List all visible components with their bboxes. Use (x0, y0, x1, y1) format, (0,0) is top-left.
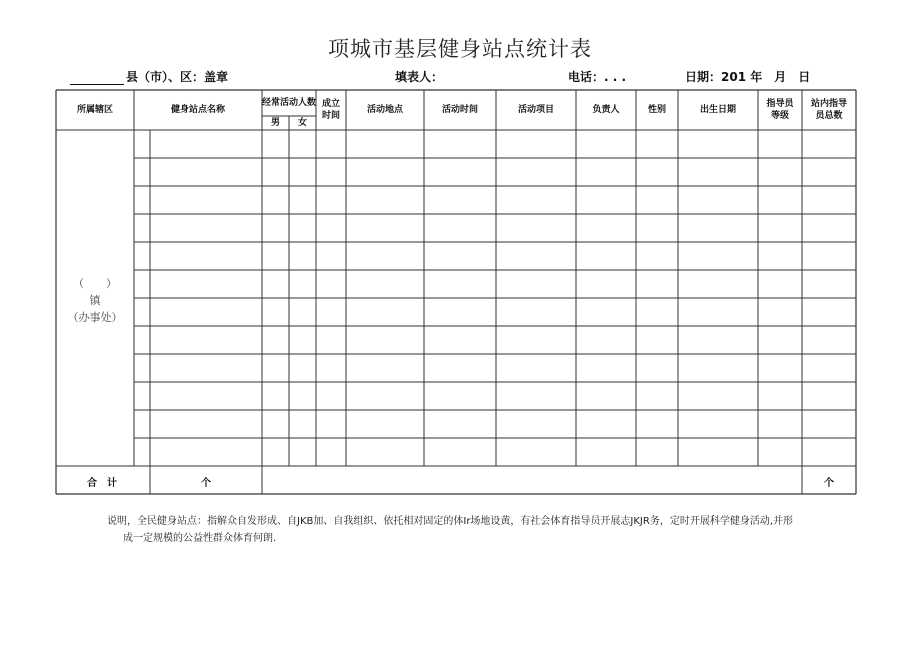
table-cell[interactable] (496, 354, 576, 382)
table-cell[interactable] (289, 326, 316, 354)
table-cell[interactable] (316, 186, 346, 214)
header-birth-date: 出生日期 (699, 105, 736, 115)
table-cell[interactable] (262, 438, 289, 466)
table-cell[interactable] (636, 270, 678, 298)
table-cell[interactable] (289, 438, 316, 466)
table-cell[interactable] (802, 354, 856, 382)
table-cell[interactable] (576, 298, 636, 326)
table-cell[interactable] (346, 298, 424, 326)
table-cell[interactable] (424, 270, 496, 298)
table-cell[interactable] (262, 158, 289, 186)
table-cell[interactable] (678, 130, 758, 158)
table-cell[interactable] (802, 410, 856, 438)
header-founded-time: 成立时间 (321, 99, 340, 121)
page-title: 项城市基层健身站点统计表 (328, 37, 592, 61)
table-cell[interactable] (262, 186, 289, 214)
table-cell[interactable] (758, 158, 802, 186)
table-cell[interactable] (678, 354, 758, 382)
table-cell[interactable] (576, 214, 636, 242)
table-cell[interactable] (636, 130, 678, 158)
table-cell[interactable] (316, 270, 346, 298)
table-cell[interactable] (424, 354, 496, 382)
table-cell[interactable] (758, 326, 802, 354)
total-site-count: 个 (201, 478, 211, 489)
table-cell[interactable] (576, 130, 636, 158)
table-cell[interactable] (150, 326, 262, 354)
table-cell[interactable] (346, 410, 424, 438)
table-cell[interactable] (316, 354, 346, 382)
table-cell[interactable] (424, 382, 496, 410)
header-gender: 性别 (647, 105, 666, 115)
table-cell[interactable] (802, 158, 856, 186)
note-line-2: 成一定规模的公益性群众体育何朗. (123, 533, 277, 544)
table-cell[interactable] (316, 326, 346, 354)
table-cell[interactable] (802, 270, 856, 298)
table-cell[interactable] (678, 270, 758, 298)
table-cell[interactable] (262, 298, 289, 326)
table-cell[interactable] (576, 270, 636, 298)
table-cell[interactable] (758, 298, 802, 326)
table-cell[interactable] (262, 214, 289, 242)
table-cell[interactable] (758, 354, 802, 382)
table-cell[interactable] (346, 130, 424, 158)
table-cell[interactable] (758, 438, 802, 466)
table-cell[interactable] (150, 270, 262, 298)
table-cell[interactable] (636, 158, 678, 186)
table-cell[interactable] (496, 214, 576, 242)
table-cell[interactable] (758, 214, 802, 242)
table-cell[interactable] (678, 186, 758, 214)
table-cell[interactable] (316, 242, 346, 270)
header-female: 女 (297, 118, 307, 128)
table-cell[interactable] (678, 382, 758, 410)
table-cell[interactable] (496, 298, 576, 326)
table-cell[interactable] (496, 326, 576, 354)
table-cell[interactable] (316, 130, 346, 158)
table-cell[interactable] (496, 438, 576, 466)
form-info-row (0, 68, 920, 88)
table-cell[interactable] (289, 382, 316, 410)
table-cell[interactable] (802, 214, 856, 242)
table-cell[interactable] (150, 214, 262, 242)
table-cell[interactable] (636, 354, 678, 382)
table-cell[interactable] (802, 382, 856, 410)
table-cell[interactable] (316, 298, 346, 326)
table-cell[interactable] (262, 326, 289, 354)
table-cell[interactable] (678, 410, 758, 438)
table-cell[interactable] (802, 326, 856, 354)
table-cell[interactable] (678, 326, 758, 354)
table-cell[interactable] (150, 186, 262, 214)
table-cell[interactable] (636, 326, 678, 354)
table-cell[interactable] (346, 186, 424, 214)
table-cell[interactable] (262, 270, 289, 298)
table-cell[interactable] (636, 214, 678, 242)
table-cell[interactable] (150, 438, 262, 466)
table-cell[interactable] (496, 242, 576, 270)
date-label: 日期：201 年 月 日 (685, 70, 811, 84)
header-male: 男 (270, 118, 280, 128)
table-cell[interactable] (262, 242, 289, 270)
table-cell[interactable] (758, 130, 802, 158)
table-cell[interactable] (636, 438, 678, 466)
table-cell[interactable] (496, 158, 576, 186)
table-cell[interactable] (150, 382, 262, 410)
table-cell[interactable] (346, 438, 424, 466)
table-cell[interactable] (262, 382, 289, 410)
table-cell[interactable] (262, 354, 289, 382)
table-cell[interactable] (316, 158, 346, 186)
table-cell[interactable] (758, 270, 802, 298)
table-cell[interactable] (289, 130, 316, 158)
table-cell[interactable] (576, 158, 636, 186)
table-cell[interactable] (289, 158, 316, 186)
table-cell[interactable] (346, 242, 424, 270)
table-cell[interactable] (636, 242, 678, 270)
county-label: 县（市）、区：盖章 (126, 70, 229, 84)
town-office: （办事处） (67, 311, 123, 324)
table-cell[interactable] (576, 326, 636, 354)
table-cell[interactable] (636, 410, 678, 438)
table-cell[interactable] (424, 410, 496, 438)
table-cell[interactable] (346, 382, 424, 410)
table-cell[interactable] (289, 298, 316, 326)
table-cell[interactable] (346, 354, 424, 382)
table-cell[interactable] (346, 158, 424, 186)
town-paren: （ ） (73, 277, 117, 290)
table-cell[interactable] (496, 270, 576, 298)
table-cell[interactable] (150, 130, 262, 158)
table-cell[interactable] (150, 298, 262, 326)
table-cell[interactable] (802, 242, 856, 270)
header-location: 活动地点 (366, 105, 403, 115)
table-cell[interactable] (424, 214, 496, 242)
table-cell[interactable] (802, 186, 856, 214)
table-cell[interactable] (424, 326, 496, 354)
table-cell[interactable] (678, 242, 758, 270)
table-cell[interactable] (424, 242, 496, 270)
table-cell[interactable] (678, 214, 758, 242)
county-blank[interactable] (70, 72, 124, 85)
table-cell[interactable] (262, 410, 289, 438)
header-district: 所属辖区 (76, 105, 113, 115)
table-cell[interactable] (576, 410, 636, 438)
header-activity-item: 活动项目 (517, 105, 554, 115)
table-cell[interactable] (150, 354, 262, 382)
table-cell[interactable] (496, 186, 576, 214)
phone-label: 电话：. . . (568, 70, 627, 84)
table-cell[interactable] (346, 214, 424, 242)
table-cell[interactable] (678, 298, 758, 326)
header-instructor-total: 站内指导员总数 (810, 99, 847, 121)
table-cell[interactable] (346, 326, 424, 354)
table-cell[interactable] (262, 130, 289, 158)
table-cell[interactable] (346, 270, 424, 298)
table-cell[interactable] (576, 354, 636, 382)
table-cell[interactable] (316, 214, 346, 242)
table-cell[interactable] (802, 130, 856, 158)
total-instructor-count: 个 (824, 478, 834, 489)
table-cell[interactable] (678, 158, 758, 186)
header-regular-people: 经常活动人数 (262, 98, 317, 108)
table-cell[interactable] (496, 382, 576, 410)
table-cell[interactable] (150, 410, 262, 438)
table-cell[interactable] (424, 298, 496, 326)
note-line-1: 说明，全民健身站点：指解众自发形成、自JKB加、自我组织、依托相对固定的体Ir场地设黄，有社会体育指导员开展志JKJR务，定时开展科学健身活动,并形 (107, 516, 794, 527)
table-cell[interactable] (636, 382, 678, 410)
table-cell[interactable] (316, 410, 346, 438)
table-cell[interactable] (758, 242, 802, 270)
header-site-name: 健身站点名称 (170, 105, 225, 115)
table-cell[interactable] (150, 158, 262, 186)
table-cell[interactable] (678, 438, 758, 466)
table-cell[interactable] (424, 438, 496, 466)
table-cell[interactable] (316, 382, 346, 410)
table-cell[interactable] (636, 186, 678, 214)
table-cell[interactable] (289, 214, 316, 242)
table-cell[interactable] (758, 186, 802, 214)
town-name: 镇 (89, 294, 101, 307)
table-cell[interactable] (424, 158, 496, 186)
table-cell[interactable] (496, 130, 576, 158)
table-cell[interactable] (150, 242, 262, 270)
filler-label: 填表人： (395, 70, 444, 84)
table-cell[interactable] (758, 410, 802, 438)
table-cell[interactable] (289, 270, 316, 298)
table-cell[interactable] (424, 186, 496, 214)
table-cell[interactable] (636, 298, 678, 326)
table-cell[interactable] (496, 410, 576, 438)
table-cell[interactable] (424, 130, 496, 158)
table-cell[interactable] (576, 186, 636, 214)
header-activity-time: 活动时间 (441, 105, 478, 115)
table-cell[interactable] (758, 382, 802, 410)
table-cell[interactable] (316, 438, 346, 466)
table-cell[interactable] (576, 242, 636, 270)
table-cell[interactable] (576, 382, 636, 410)
header-person-in-charge: 负责人 (592, 105, 620, 115)
total-label: 合 计 (87, 478, 117, 489)
table-cell[interactable] (289, 186, 316, 214)
county-field (70, 68, 228, 85)
table-cell[interactable] (289, 410, 316, 438)
table-cell[interactable] (576, 438, 636, 466)
table-cell[interactable] (289, 242, 316, 270)
header-instructor-level: 指导员等级 (766, 99, 794, 121)
table-cell[interactable] (289, 354, 316, 382)
table-cell[interactable] (802, 298, 856, 326)
table-cell[interactable] (802, 438, 856, 466)
